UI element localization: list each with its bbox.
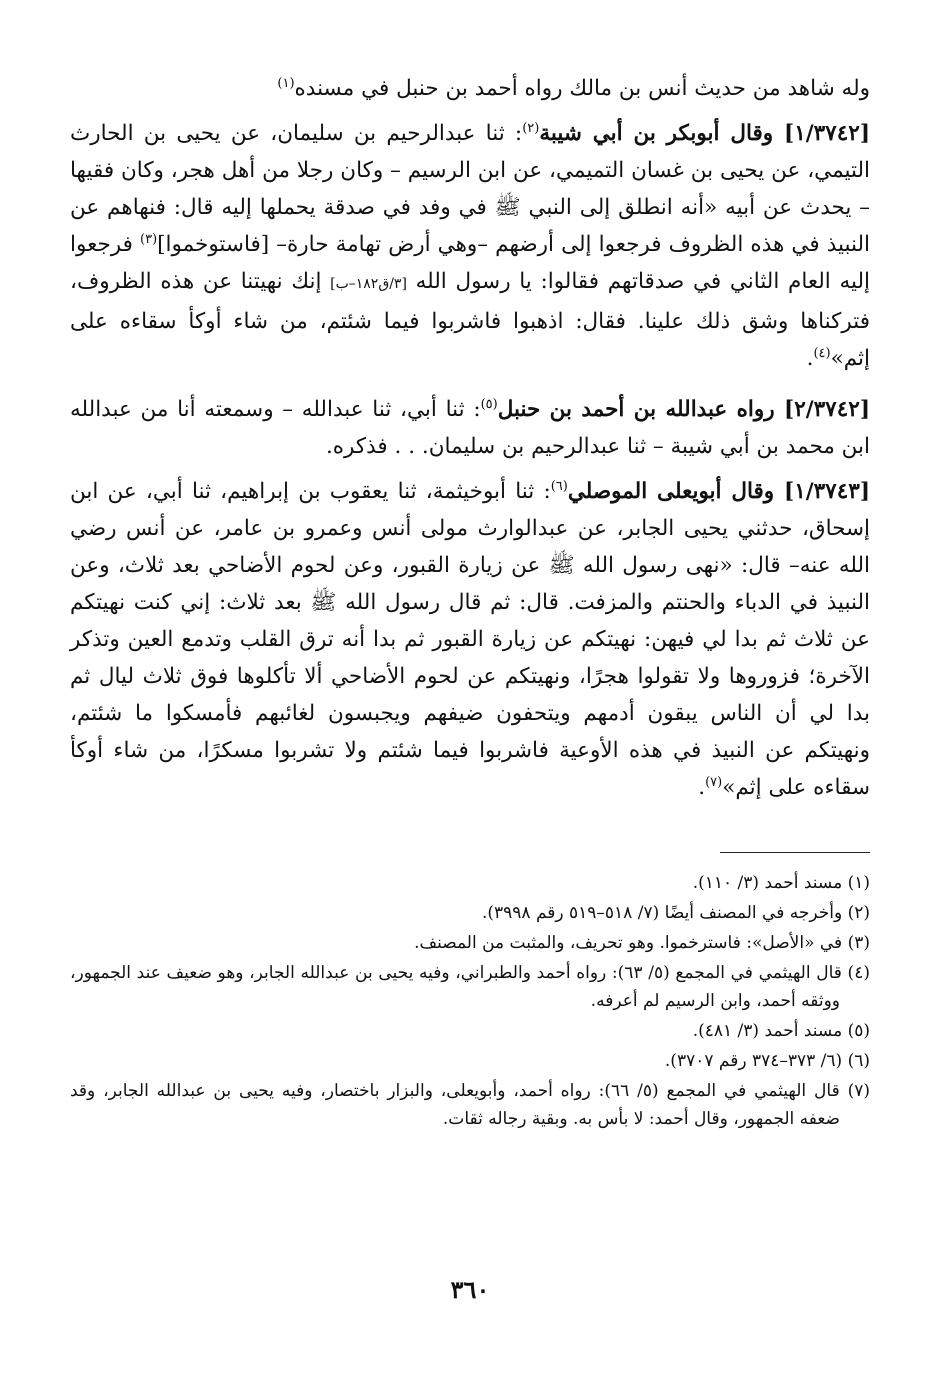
hadith-text: . [698, 775, 706, 800]
hadith-text: : ثنا عبدالرحيم بن سليمان، عن يحيى بن الحارث التيمي، عن يحيى بن غسان التميمي، عن ابن الرسيم – وكان رجلا من أهل هجر، وكان فقيها – يحدث عن أبيه «أنه انطلق إلى النبي ﷺ في وفد في صدقة يحملها إليه قال: فنهاهم عن النبيذ في هذه الظروف فرجعوا إلى أرضهم –وهي أرض تهامة حارة– [فاستوخموا] [70, 121, 871, 257]
hadith-text: إنك نهيتنا عن هذه الظروف، فتركناها وشق ذلك علينا. فقال: اذهبوا فاشربوا فيما شئتم، من شاء أوكأ سقاءه على إثم» [70, 269, 870, 371]
footnote-marker: (٤) [813, 345, 831, 361]
paragraph-text: وله شاهد من حديث أنس بن مالك رواه أحمد بن حنبل في مسنده [294, 76, 870, 101]
paragraph-intro [70, 70, 870, 107]
footnote-marker: (٣) [140, 231, 158, 247]
footnote-marker: (١) [277, 75, 295, 91]
hadith-reference: [٢/٣٧٤٢] رواه عبدالله بن أحمد بن حنبل [497, 397, 870, 422]
hadith-3742-2 [70, 391, 870, 465]
page-number: ٣٦٠ [450, 1275, 490, 1304]
hadith-3742-1 [70, 115, 870, 377]
footnote-marker: (٢) [522, 120, 540, 136]
footnote-marker: (٦) [550, 478, 568, 494]
footnote: (٧) قال الهيثمي في المجمع (٥/ ٦٦): رواه أحمد، وأبويعلى، والبزار باختصار، وفيه يحيى بن عبدالله الجابر، وقد ضعفه الجمهور، وقال أحمد: لا بأس به. وبقية رجاله ثقات. [70, 1081, 870, 1129]
hadith-reference: [١/٣٧٤٢] وقال أبوبكر بن أبي شيبة [539, 121, 870, 146]
footnote: (٦) (٦/ ٣٧٣–٣٧٤ رقم ٣٧٠٧). [664, 1051, 870, 1071]
main-text [70, 70, 870, 806]
document-page [70, 70, 870, 1350]
manuscript-folio-marker: [٣/ق١٨٢–ب] [330, 276, 407, 292]
footnote-marker: (٥) [480, 396, 498, 412]
hadith-text: فرجعوا إليه العام الثاني في صدقاتهم فقالوا: يا رسول الله [70, 232, 870, 294]
footnote: (٣) في «الأصل»: فاسترخموا. وهو تحريف، والمثبت من المصنف. [414, 933, 870, 953]
footnote: (١) مسند أحمد (٣/ ١١٠). [692, 873, 870, 893]
hadith-reference: [١/٣٧٤٣] وقال أبويعلى الموصلي [567, 479, 871, 504]
footnote: (٢) وأخرجه في المصنف أيضًا (٧/ ٥١٨–٥١٩ رقم ٣٩٩٨). [481, 903, 870, 923]
hadith-text: : ثنا أبوخيثمة، ثنا يعقوب بن إبراهيم، ثنا أبي، عن ابن إسحاق، حدثني يحيى الجابر، عن عبدالوارث مولى أنس وعمرو بن عامر، عن أنس رضي الله عنه– قال: «نهى رسول الله ﷺ عن زيارة القبور، وعن لحوم الأضاحي بعد ثلاث، وعن النبيذ في الدباء والحنتم والمزفت. قال: ثم قال رسول الله ﷺ بعد ثلاث: إني كنت نهيتكم عن ثلاث ثم بدا لي فيهن: نهيتكم عن زيارة القبور ثم بدا أنه ترق القلب وتدمع العين وتذكر الآخرة؛ فزوروها ولا تقولوا هجرًا، ونهيتكم عن لحوم الأضاحي ألا تأكلوها فوق ثلاث ليال ثم بدا لي أن الناس يبقون أدمهم ويتحفون ضيفهم ويجبسون لغائبهم فأمسكوا ما شئتم، ونهيتكم عن النبيذ في هذه الأوعية فاشربوا فيما شئتم ولا تشربوا مسكرًا، من شاء أوكأ سقاءه على إثم» [70, 479, 870, 800]
footnotes [70, 869, 870, 1133]
hadith-3743-1 [70, 473, 870, 806]
footnote-marker: (٧) [705, 774, 723, 790]
footnote: (٥) مسند أحمد (٣/ ٤٨١). [692, 1021, 870, 1041]
hadith-text: . [806, 346, 814, 371]
footnote-separator [720, 852, 870, 853]
hadith-text: : ثنا أبي، ثنا عبدالله – وسمعته أنا من عبدالله ابن محمد بن أبي شيبة – ثنا عبدالرحيم بن سليمان. . . فذكره. [70, 397, 870, 459]
footnote: (٤) قال الهيثمي في المجمع (٥/ ٦٣): رواه أحمد والطبراني، وفيه يحيى بن عبدالله الجابر، وهو ضعيف عند الجمهور، ووثقه أحمد، وابن الرسيم لم أعرفه. [70, 963, 870, 1011]
